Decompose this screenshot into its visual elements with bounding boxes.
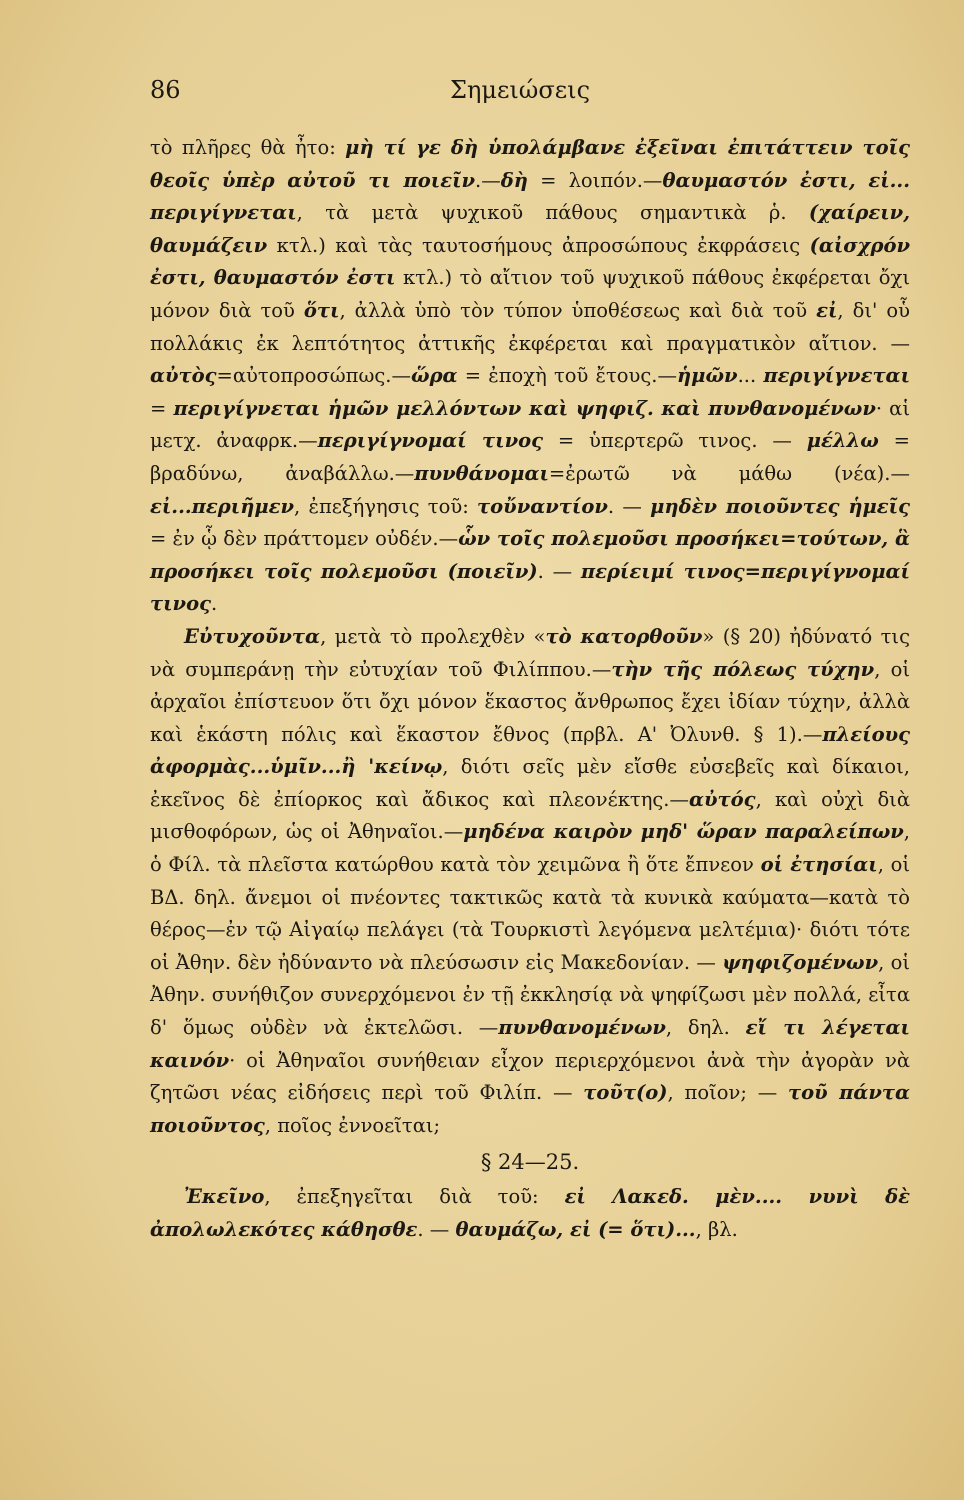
bold-term: οἱ ἐτησίαι — [760, 853, 878, 877]
text-run: = ἐν ᾧ δὲν πράττομεν οὐδέν.— — [150, 527, 459, 551]
text-run: =ἐρωτῶ νὰ μάθω (νέα).— — [548, 461, 910, 485]
bold-term: περιγίγνεται ἡμῶν μελλόντων καὶ ψηφιζ. καὶ πυνθανομένων — [173, 396, 876, 420]
text-run: , ἀλλὰ ὑπὸ τὸν τύπον ὑποθέσεως καὶ διὰ τοῦ — [339, 298, 817, 322]
bold-term: (αἰσχρόν ἐστι, θαυμαστόν ἐστι — [150, 233, 910, 290]
notes-body — [150, 132, 910, 1246]
bold-term: εἴ τι λέγεται καινόν — [150, 1016, 910, 1072]
text-run: , διότι σεῖς μὲν εἴσθε εὐσεβεῖς καὶ δίκαιοι, ἐκεῖνος δὲ ἐπίορκος καὶ ἄδικος καὶ πλεονέκτης.— — [150, 755, 910, 811]
bold-term: τὸ κατορθοῦν — [545, 624, 703, 648]
bold-term: αὐτὸς — [150, 364, 217, 388]
bold-term: Εὐτυχοῦντα — [184, 624, 321, 648]
text-run: , καὶ οὐχὶ διὰ μισθοφόρων, ὡς οἱ Ἀθηναῖοι.— — [150, 787, 910, 844]
text-run: τὸ πλῆρες θὰ ἦτο: — [150, 136, 346, 159]
bold-term: περιγίγνομαί τινος — [317, 429, 543, 453]
text-run: , ποῖον; — — [667, 1081, 789, 1105]
bold-term: τὴν τῆς πόλεως τύχην — [611, 657, 875, 681]
text-run: . — [210, 592, 218, 616]
text-run: , μετὰ τὸ προλεχθὲν « — [320, 624, 546, 648]
bold-term: ὅτι — [303, 298, 340, 322]
text-run: = βραδύνω, ἀναβάλλω.— — [150, 429, 910, 485]
text-run: · οἱ Ἀθηναῖοι συνήθειαν εἶχον περιερχόμενοι ἀνὰ τὴν ἀγορὰν νὰ ζητῶσι νέας εἰδήσεις περὶ τοῦ Φιλίπ. — — [150, 1048, 910, 1105]
bold-term: θαυμαστόν ἐστι, εἰ... περιγίγνεται — [150, 168, 911, 225]
paragraph — [150, 132, 910, 621]
bold-term: εἰ — [816, 298, 838, 322]
bold-term: μέλλω — [806, 429, 879, 453]
text-run: =αὐτοπροσώπως.— — [216, 364, 412, 388]
text-run: κτλ.) τὸ αἴτιον τοῦ ψυχικοῦ πάθους ἐκφέρεται ὄχι μόνον διὰ τοῦ — [150, 266, 910, 322]
text-run: , οἱ Ἀθην. συνήθιζον συνερχόμενοι ἐν τῇ ἐκκλησίᾳ νὰ ψηφίζωσι μὲν πολλά, εἶτα δ' ὅμως οὐδὲν νὰ ἐκτελῶσι. — — [150, 950, 910, 1040]
text-run: , οἱ ΒΔ. δηλ. ἄνεμοι οἱ πνέοντες τακτικῶς κατὰ τὰ κυνικὰ καύματα—κατὰ τὸ θέρος—ἐν τῷ Αἰγαίῳ πελάγει (τὰ Τουρκιστὶ λεγόμενα μελτέμια)· διότι τότε οἱ Ἀθην. δὲν ἠδύναντο νὰ πλεύσωσιν εἰς Μακεδονίαν. — — [150, 853, 910, 974]
running-title: Σημειώσεις — [450, 76, 591, 104]
paragraph — [150, 1181, 910, 1246]
text-run: . — — [417, 1217, 456, 1241]
bold-term: αὐτός — [689, 787, 756, 811]
bold-term: πλείους ἀφορμὰς...ὑμῖν...ἢ 'κείνῳ — [150, 722, 910, 779]
text-run: , δηλ. — [665, 1016, 746, 1040]
text-run: , βλ. — [695, 1217, 738, 1241]
text-run: . — — [537, 559, 581, 583]
bold-term: θαυμάζω, εἰ (= ὅτι)... — [455, 1217, 696, 1241]
text-run: . — — [607, 494, 651, 518]
bold-term: τοῦ πάντα ποιοῦντος — [150, 1081, 911, 1137]
bold-term: ἡμῶν — [677, 364, 738, 388]
bold-term: πυνθανομένων — [498, 1016, 666, 1040]
bold-term: πυνθάνομαι — [414, 461, 549, 485]
text-run: , ἐπεξήγησις τοῦ: — [294, 494, 478, 518]
bold-term: εἰ...περιῆμεν — [150, 494, 295, 518]
text-run: ... — [737, 364, 764, 388]
page-number: 86 — [150, 76, 181, 104]
bold-term: εἰ Λακεδ. μὲν.... νυνὶ δὲ ἀπολωλεκότες κάθησθε — [150, 1185, 911, 1241]
text-run: , ἐπεξηγεῖται διὰ τοῦ: — [264, 1185, 565, 1208]
text-run: = λοιπόν.— — [527, 168, 663, 192]
text-run: κτλ.) καὶ τὰς ταυτοσήμους ἀπροσώπους ἐκφράσεις — [267, 233, 810, 257]
text-run: .— — [475, 168, 501, 192]
text-run: , ποῖος ἐννοεῖται; — [264, 1113, 441, 1137]
bold-term: δὴ — [500, 168, 528, 192]
text-run: = ἐποχὴ τοῦ ἔτους.— — [457, 364, 677, 388]
text-run: = ὑπερτερῶ τινος. — — [543, 429, 807, 453]
bold-term: ὧν τοῖς πολεμοῦσι προσήκει=τούτων, ἃ προσήκει τοῖς πολεμοῦσι (ποιεῖν) — [150, 527, 910, 583]
text-run: , οἱ ἀρχαῖοι ἐπίστευον ὅτι ὄχι μόνον ἕκαστος ἄνθρωπος ἔχει ἰδίαν τύχην, ἀλλὰ καὶ ἑκάστη πόλις καὶ ἕκαστον ἔθνος (πρβλ. Α' Ὀλυνθ. § 1).— — [150, 657, 910, 746]
bold-term: Ἐκεῖνο — [184, 1185, 265, 1208]
text-run: » (§ 20) ἠδύνατό τις νὰ συμπεράνῃ τὴν εὐτυχίαν τοῦ Φιλίππου.— — [150, 624, 910, 681]
text-run: , ὁ Φίλ. τὰ πλεῖστα κατώρθου κατὰ τὸν χειμῶνα ἢ ὅτε ἔπνεον — [150, 820, 910, 877]
text-run: , δι' οὗ πολλάκις ἐκ λεπτότητος ἀττικῆς ἐκφέρεται καὶ πραγματικὸν αἴτιον. — — [150, 298, 910, 355]
text-run: = — [150, 396, 174, 420]
section-heading: § 24—25. — [480, 1150, 580, 1175]
bold-term: (χαίρειν, θαυμάζειν — [150, 201, 910, 257]
bold-term: ψηφιζομένων — [722, 950, 879, 974]
text-run: , τὰ μετὰ ψυχικοῦ πάθους σημαντικὰ ῥ. — [296, 201, 809, 225]
bold-term: μηδένα καιρὸν μηδ' ὥραν παραλείπων — [463, 820, 904, 844]
bold-term: περιγίγνεται — [763, 364, 911, 388]
bold-term: τοῦτ(ο) — [583, 1081, 668, 1105]
bold-term: μηδὲν ποιοῦντες ἡμεῖς — [650, 494, 910, 518]
text-run: · αἱ μετχ. ἀναφρκ.— — [150, 396, 910, 453]
paragraph — [150, 621, 910, 1143]
bold-term: ὥρα — [411, 364, 458, 388]
bold-term: τοὔναντίον — [477, 494, 608, 518]
bold-term: περίειμί τινος=περιγίγνομαί τινος — [150, 559, 910, 616]
page-header — [150, 76, 850, 112]
bold-term: μὴ τί γε δὴ ὑπολάμβανε ἐξεῖναι ἐπιτάττειν τοῖς θεοῖς ὑπὲρ αὐτοῦ τι ποιεῖν — [150, 136, 910, 192]
